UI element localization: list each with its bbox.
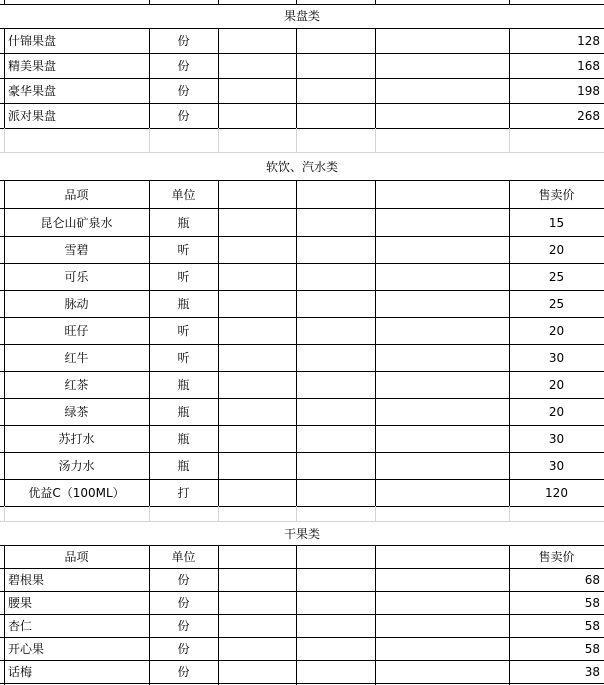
grid-line <box>296 28 297 128</box>
table-cell-price: 58 <box>584 596 600 610</box>
grid-line <box>509 506 510 521</box>
table-cell-unit: 份 <box>177 665 190 679</box>
grid-line <box>0 479 604 480</box>
section-title-fruit: 果盘类 <box>283 9 320 23</box>
grid-line <box>509 128 510 152</box>
table-cell-price: 20 <box>548 324 565 338</box>
table-cell-unit: 听 <box>177 324 190 338</box>
grid-line <box>0 236 604 237</box>
table-cell-price: 25 <box>548 297 565 311</box>
table-cell-item: 优益C（100ML） <box>28 486 125 500</box>
table-cell-item: 绿茶 <box>64 405 89 419</box>
table-cell-item: 杏仁 <box>8 619 33 633</box>
table-cell-item: 可乐 <box>64 270 89 284</box>
table-cell-unit: 份 <box>177 84 190 98</box>
grid-line <box>0 683 604 684</box>
table-cell-price: 128 <box>577 34 600 48</box>
table-cell-price: 58 <box>584 619 600 633</box>
table-cell-unit: 份 <box>177 573 190 587</box>
table-cell-item: 旺仔 <box>64 324 89 338</box>
grid-line <box>0 317 604 318</box>
table-cell-unit: 瓶 <box>177 459 190 473</box>
grid-line <box>0 208 604 209</box>
table-cell-price: 268 <box>577 109 600 123</box>
table-cell-unit: 听 <box>177 270 190 284</box>
grid-line <box>0 28 604 29</box>
table-cell-price: 30 <box>548 459 565 473</box>
table-cell-price: 58 <box>584 642 600 656</box>
grid-line <box>375 28 376 128</box>
table-cell-unit: 份 <box>177 34 190 48</box>
grid-line <box>375 545 376 685</box>
column-header-item: 品项 <box>64 188 89 202</box>
grid-line <box>149 506 150 521</box>
table-cell-item: 昆仑山矿泉水 <box>40 216 113 230</box>
grid-line <box>218 506 219 521</box>
grid-line <box>0 614 604 615</box>
table-cell-item: 红牛 <box>64 351 89 365</box>
table-cell-price: 30 <box>548 351 565 365</box>
section-title-dried-fruit: 干果类 <box>283 527 320 541</box>
table-cell-price: 198 <box>577 84 600 98</box>
table-cell-unit: 打 <box>177 486 190 500</box>
grid-line <box>218 128 219 152</box>
column-header-price: 售卖价 <box>538 188 575 202</box>
table-cell-item: 碧根果 <box>8 573 45 587</box>
grid-line <box>0 371 604 372</box>
table-cell-price: 20 <box>548 378 565 392</box>
table-cell-unit: 瓶 <box>177 378 190 392</box>
grid-line <box>0 545 604 546</box>
table-cell-item: 派对果盘 <box>8 109 57 123</box>
grid-line <box>0 103 604 104</box>
table-cell-item: 精美果盘 <box>8 59 57 73</box>
table-cell-unit: 份 <box>177 642 190 656</box>
grid-line <box>218 545 219 685</box>
grid-line <box>0 452 604 453</box>
table-cell-price: 68 <box>584 573 600 587</box>
grid-line <box>4 128 5 152</box>
table-cell-price: 25 <box>548 270 565 284</box>
grid-line <box>0 53 604 54</box>
table-cell-unit: 份 <box>177 596 190 610</box>
grid-line <box>0 152 604 153</box>
table-cell-item: 红茶 <box>64 378 89 392</box>
table-cell-price: 120 <box>545 486 568 500</box>
table-cell-item: 什锦果盘 <box>8 34 57 48</box>
table-cell-unit: 听 <box>177 243 190 257</box>
grid-line <box>375 128 376 152</box>
table-cell-price: 15 <box>548 216 565 230</box>
grid-line <box>0 591 604 592</box>
table-cell-unit: 份 <box>177 109 190 123</box>
grid-line <box>0 521 604 522</box>
grid-line <box>0 568 604 569</box>
section-title-drinks: 软饮、汽水类 <box>265 160 338 174</box>
grid-line <box>0 128 604 129</box>
grid-line <box>296 545 297 685</box>
table-cell-item: 腰果 <box>8 596 33 610</box>
column-header-item: 品项 <box>64 550 89 564</box>
table-cell-item: 雪碧 <box>64 243 89 257</box>
table-cell-item: 豪华果盘 <box>8 84 57 98</box>
table-cell-unit: 瓶 <box>177 405 190 419</box>
grid-line <box>375 506 376 521</box>
table-cell-item: 话梅 <box>8 665 33 679</box>
grid-line <box>4 506 5 521</box>
grid-line <box>0 425 604 426</box>
grid-line <box>218 28 219 128</box>
grid-line <box>296 506 297 521</box>
grid-line <box>0 398 604 399</box>
grid-line <box>375 180 376 506</box>
table-cell-unit: 份 <box>177 619 190 633</box>
grid-line <box>218 180 219 506</box>
grid-line <box>0 78 604 79</box>
grid-line <box>0 506 604 507</box>
table-cell-price: 38 <box>584 665 600 679</box>
grid-line <box>0 263 604 264</box>
column-header-unit: 单位 <box>171 188 196 202</box>
table-cell-unit: 瓶 <box>177 297 190 311</box>
grid-line <box>149 128 150 152</box>
table-cell-unit: 瓶 <box>177 432 190 446</box>
table-cell-item: 汤力水 <box>58 459 95 473</box>
grid-line <box>0 4 604 5</box>
table-cell-price: 168 <box>577 59 600 73</box>
table-cell-price: 20 <box>548 405 565 419</box>
table-cell-unit: 份 <box>177 59 190 73</box>
table-cell-price: 20 <box>548 243 565 257</box>
column-header-price: 售卖价 <box>538 550 575 564</box>
table-cell-unit: 听 <box>177 351 190 365</box>
grid-line <box>296 128 297 152</box>
table-cell-unit: 瓶 <box>177 216 190 230</box>
grid-line <box>296 180 297 506</box>
grid-line <box>0 344 604 345</box>
table-cell-item: 开心果 <box>8 642 45 656</box>
table-cell-item: 苏打水 <box>58 432 95 446</box>
table-cell-price: 30 <box>548 432 565 446</box>
grid-line <box>0 180 604 181</box>
grid-line <box>0 660 604 661</box>
column-header-unit: 单位 <box>171 550 196 564</box>
table-cell-item: 脉动 <box>64 297 89 311</box>
grid-line <box>0 637 604 638</box>
grid-line <box>0 290 604 291</box>
